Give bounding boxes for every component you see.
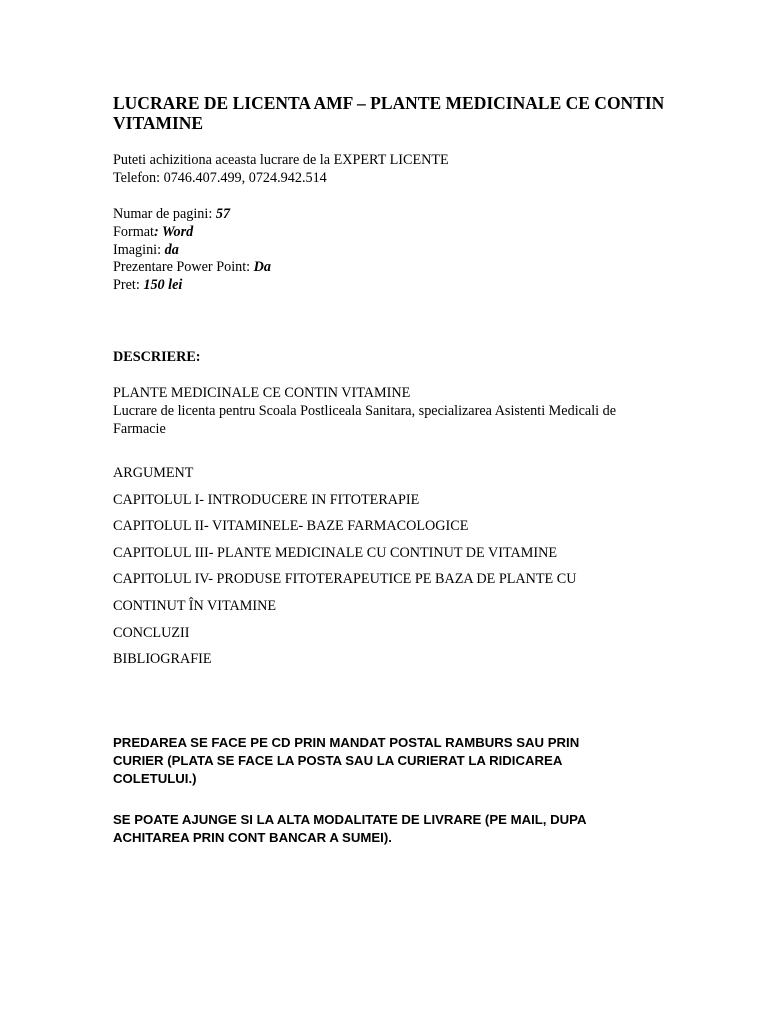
detail-powerpoint-value: Da: [253, 259, 271, 276]
contact-info: [113, 152, 673, 188]
toc-item-conclusions: CONCLUZII: [113, 624, 190, 641]
contact-line-phone: Telefon: 0746.407.499, 0724.942.514: [113, 169, 327, 186]
detail-pages: [113, 206, 673, 224]
description: [113, 385, 673, 438]
detail-price-label: Pret:: [113, 277, 144, 294]
toc-item-chapter-1: CAPITOLUL I- INTRODUCERE IN FITOTERAPIE: [113, 491, 420, 508]
detail-pages-value: 57: [215, 206, 231, 222]
detail-powerpoint-label: Prezentare Power Point:: [113, 259, 254, 276]
detail-powerpoint: [113, 259, 673, 277]
toc-item-bibliography: BIBLIOGRAFIE: [113, 651, 212, 668]
detail-price-value: 150 lei: [143, 277, 183, 294]
product-details: [113, 206, 673, 295]
detail-images-value: da: [164, 241, 179, 258]
detail-price: [113, 277, 673, 295]
detail-images-label: Imagini:: [113, 241, 165, 258]
detail-pages-label: Numar de pagini:: [113, 206, 216, 222]
detail-format-label: Format: [113, 223, 154, 240]
delivery-paragraph-1: PREDAREA SE FACE PE CD PRIN MANDAT POSTAL RAMBURS SAU PRIN CURIER (PLATA SE FACE LA POSTA SAU LA CURIERAT LA RIDICAREA COLETULUI.): [113, 735, 580, 787]
description-subtitle: Lucrare de licenta pentru Scoala Postliceala Sanitara, specializarea Asistenti Medicali de Farmacie: [113, 402, 617, 437]
delivery-paragraph-2: SE POATE AJUNGE SI LA ALTA MODALITATE DE LIVRARE (PE MAIL, DUPA ACHITAREA PRIN CONT BANCAR A SUMEI).: [113, 812, 587, 846]
detail-format-value: : Word: [153, 223, 194, 240]
toc-item-chapter-2: CAPITOLUL II- VITAMINELE- BAZE FARMACOLOGICE: [113, 518, 469, 535]
document-title: LUCRARE DE LICENTA AMF – PLANTE MEDICINALE CE CONTIN VITAMINE: [113, 93, 665, 133]
description-heading: DESCRIERE:: [113, 349, 201, 365]
toc-item-chapter-4: CAPITOLUL IV- PRODUSE FITOTERAPEUTICE PE BAZA DE PLANTE CU: [113, 571, 577, 588]
table-of-contents: [113, 465, 673, 678]
detail-images: [113, 242, 673, 260]
description-title: PLANTE MEDICINALE CE CONTIN VITAMINE: [113, 385, 411, 401]
contact-line-vendor: Puteti achizitiona aceasta lucrare de la EXPERT LICENTE: [113, 152, 449, 168]
detail-format: [113, 224, 673, 242]
toc-item-chapter-4-cont: CONTINUT ÎN VITAMINE: [113, 597, 277, 614]
toc-item-argument: ARGUMENT: [113, 465, 194, 481]
toc-item-chapter-3: CAPITOLUL III- PLANTE MEDICINALE CU CONTINUT DE VITAMINE: [113, 544, 558, 561]
